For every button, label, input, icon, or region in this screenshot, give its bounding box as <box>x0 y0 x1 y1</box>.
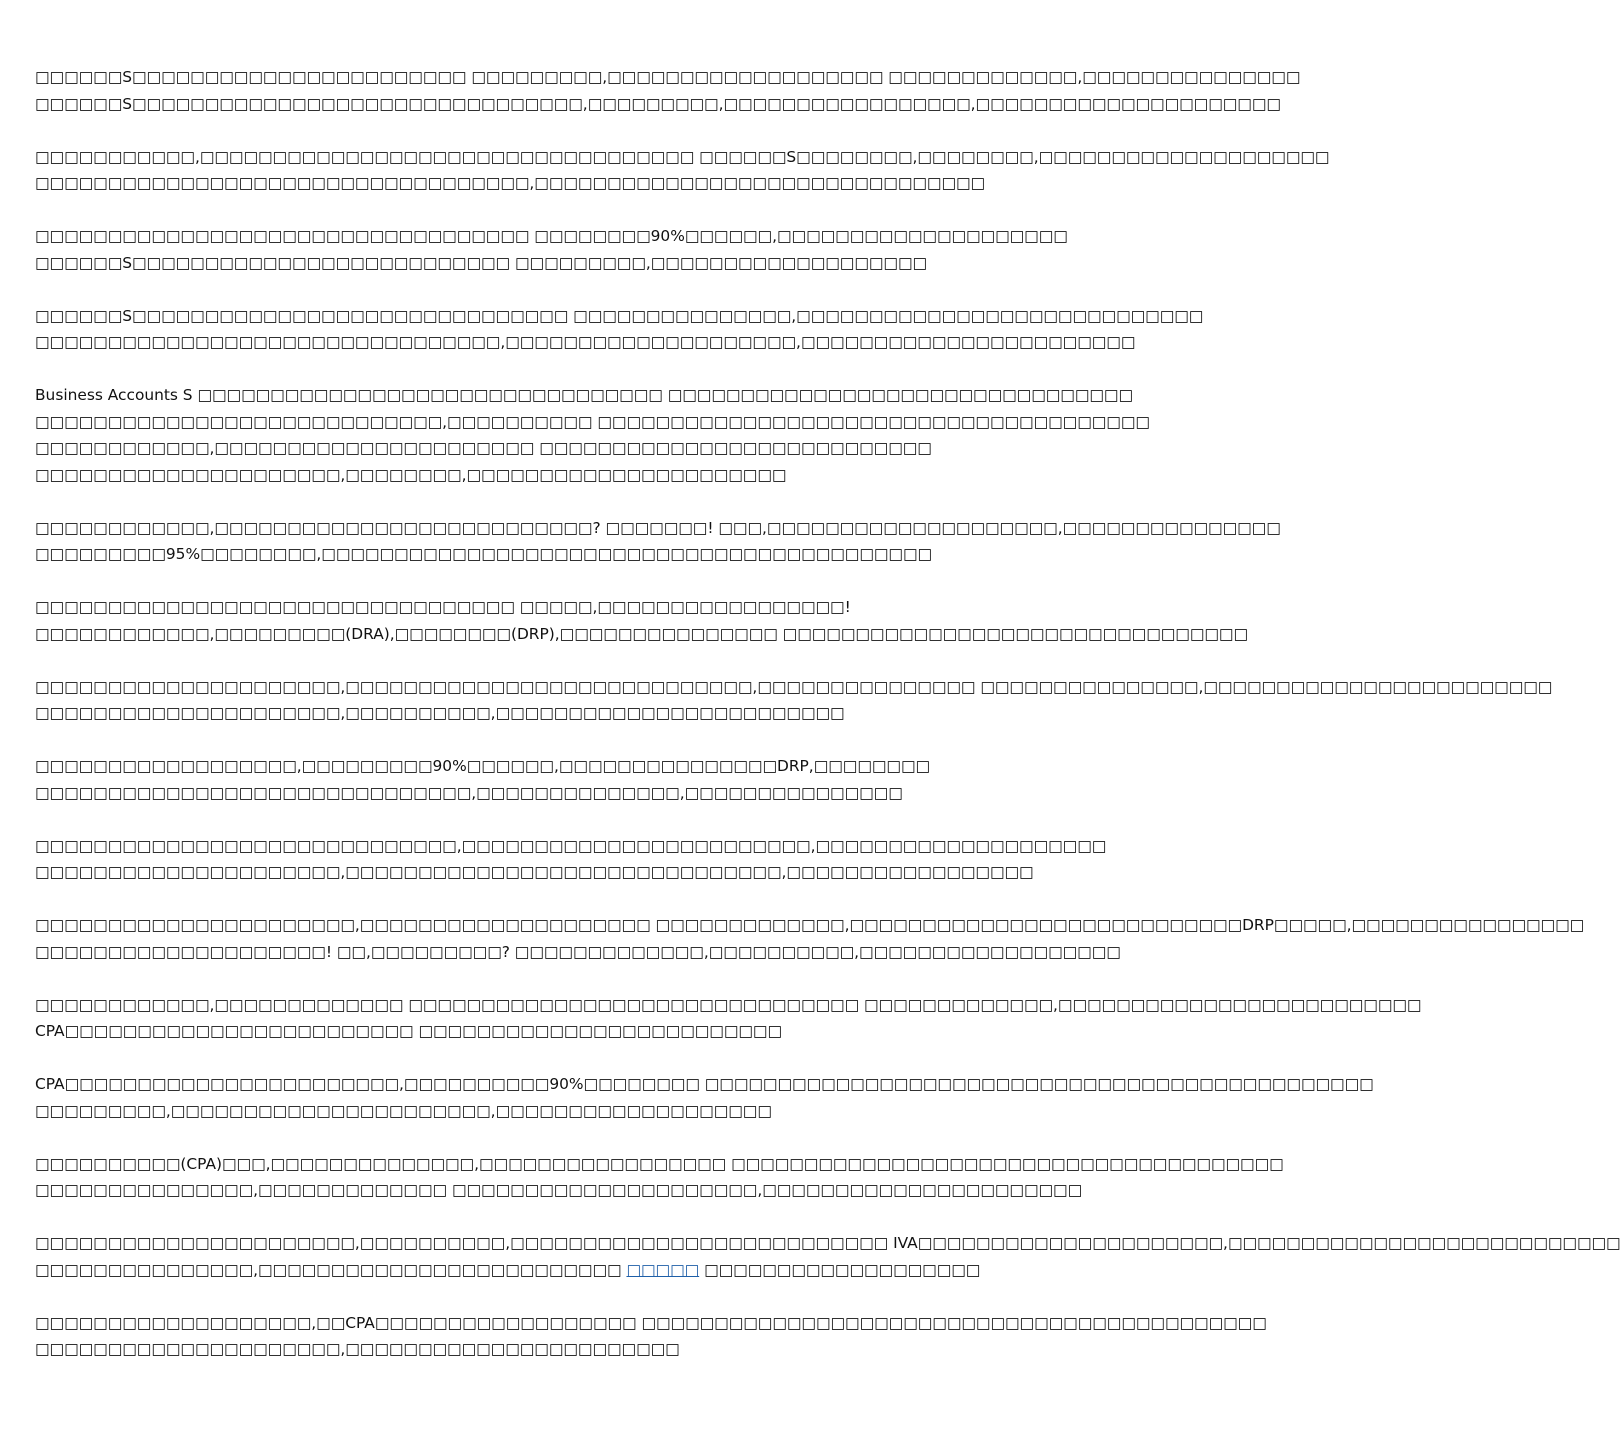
text-line: □□□□□□□□□□□□□□□□□□,□□□□□□□□□90%□□□□□□,□□□□□□□□□□□□□□□DRP,□□□□□□□□ <box>35 757 931 775</box>
paragraph <box>35 594 1249 647</box>
link-line-before: □□□□□□□□□□□□□□□,□□□□□□□□□□□□□□□□□□□□□□□□□ <box>35 1260 627 1279</box>
paragraph <box>35 303 1204 356</box>
text-line: □□□□□□S□□□□□□□□□□□□□□□□□□□□□□□□□□□□□□□,□□□□□□□□□,□□□□□□□□□□□□□□□□□,□□□□□□□□□□□□□□□□□□□□□ <box>35 94 1281 113</box>
text-line: CPA□□□□□□□□□□□□□□□□□□□□□□□□ □□□□□□□□□□□□□□□□□□□□□□□□□ <box>35 1022 782 1040</box>
paragraph <box>35 1151 1284 1204</box>
text-line: □□□□□□□□□□□□□□□□□□□□□□□□□□□□,□□□□□□□□□□ □□□□□□□□□□□□□□□□□□□□□□□□□□□□□□□□□□□□□□ <box>35 412 1150 431</box>
text-line: □□□□□□□□□□□□□□□□□□□□□□,□□□□□□□□□□□□□□□□□□□□ □□□□□□□□□□□□□,□□□□□□□□□□□□□□□□□□□□□□□□□□□DRP□□□□□,□□□□□□□□□□□□□□□□ <box>35 916 1585 934</box>
paragraph <box>35 1230 1621 1283</box>
paragraph <box>35 223 1068 276</box>
text-line: □□□□□□□□□□□□□□□□□□□□□,□□□□□□□□□□□□□□□□□□□□□□□□□□□□,□□□□□□□□□□□□□□□ □□□□□□□□□□□□□□□,□□□□□□□□□□□□□□□□□□□□□□□□ <box>35 677 1553 696</box>
text-line: □□□□□□□□□□□□,□□□□□□□□□(DRA),□□□□□□□□(DRP),□□□□□□□□□□□□□□□ □□□□□□□□□□□□□□□□□□□□□□□□□□□□□□□□ <box>35 624 1249 643</box>
paragraph <box>35 382 1150 488</box>
text-line: □□□□□□□□□□□□□□□□□□□□□□□□□□□□□,□□□□□□□□□□□□□□□□□□□□□□□□,□□□□□□□□□□□□□□□□□□□□ <box>35 836 1107 855</box>
paragraph <box>35 64 1301 117</box>
text-line: □□□□□□□□□□□□□□□,□□□□□□□□□□□□□ □□□□□□□□□□□□□□□□□□□□□,□□□□□□□□□□□□□□□□□□□□□□ <box>35 1181 1083 1199</box>
text-line: Business Accounts S □□□□□□□□□□□□□□□□□□□□□□□□□□□□□□□□ □□□□□□□□□□□□□□□□□□□□□□□□□□□□□□□□ <box>35 386 1134 404</box>
text-line: □□□□□□S□□□□□□□□□□□□□□□□□□□□□□□ □□□□□□□□□,□□□□□□□□□□□□□□□□□□□ □□□□□□□□□□□□□,□□□□□□□□□□□□□□□ <box>35 68 1301 86</box>
paragraph <box>35 992 1422 1045</box>
text-line: □□□□□□□□□□(CPA)□□□,□□□□□□□□□□□□□□,□□□□□□□□□□□□□□□□□ □□□□□□□□□□□□□□□□□□□□□□□□□□□□□□□□□□□□□□ <box>35 1154 1284 1173</box>
text-line-with-link <box>35 1257 995 1284</box>
text-line: □□□□□□□□□□□□□□□□□□□□□□,□□□□□□□□□□,□□□□□□□□□□□□□□□□□□□□□□□□□□ IVA□□□□□□□□□□□□□□□□□□□□□,□□□□□□□□□□□□□□□□□□□□□□□□□□□ <box>35 1234 1621 1252</box>
paragraph <box>35 833 1107 886</box>
text-line: □□□□□□□□□□□□□□□□□□□□! □□,□□□□□□□□□? □□□□□□□□□□□□□,□□□□□□□□□□,□□□□□□□□□□□□□□□□□□ <box>35 942 1121 961</box>
text-line: □□□□□□□□□□□□□□□□□□□□□□□□□□□□□□□□,□□□□□□□□□□□□□□□□□□□□,□□□□□□□□□□□□□□□□□□□□□□□ <box>35 333 1136 351</box>
text-line: □□□□□□□□□□□□□□□□□□□□□□□□□□□□□□□□□□,□□□□□□□□□□□□□□□□□□□□□□□□□□□□□□□ <box>35 174 986 192</box>
text-line: □□□□□□□□□□□□□□□□□□□□□□□□□□□□□□□□□□ □□□□□□□□90%□□□□□□,□□□□□□□□□□□□□□□□□□□□ <box>35 227 1068 245</box>
text-line: □□□□□□□□□□□□□□□□□□□□□,□□□□□□□□□□,□□□□□□□□□□□□□□□□□□□□□□□□ <box>35 704 845 722</box>
paragraph <box>35 674 1553 727</box>
text-line: □□□□□□□□□□□,□□□□□□□□□□□□□□□□□□□□□□□□□□□□□□□□□□ □□□□□□S□□□□□□□□,□□□□□□□□,□□□□□□□□□□□□□□□□□□□□ <box>35 147 1330 166</box>
text-line: □□□□□□□□□□□□□□□□□□□□□,□□□□□□□□,□□□□□□□□□□□□□□□□□□□□□□ <box>35 465 787 484</box>
text-line: □□□□□□□□□□□□,□□□□□□□□□□□□□ □□□□□□□□□□□□□□□□□□□□□□□□□□□□□□□ □□□□□□□□□□□□□,□□□□□□□□□□□□□□□□□□□□□□□□□ <box>35 995 1422 1014</box>
paragraph <box>35 912 1585 965</box>
paragraph <box>35 1310 1267 1363</box>
inline-link[interactable]: □□□□□ <box>626 1260 700 1279</box>
text-line: □□□□□□□□□,□□□□□□□□□□□□□□□□□□□□□□,□□□□□□□□□□□□□□□□□□□ <box>35 1101 772 1120</box>
text-line: CPA□□□□□□□□□□□□□□□□□□□□□□□,□□□□□□□□□□90%□□□□□□□□ □□□□□□□□□□□□□□□□□□□□□□□□□□□□□□□□□□□□□□□□□□□□□□ <box>35 1075 1374 1093</box>
text-line: □□□□□□□□□□□□,□□□□□□□□□□□□□□□□□□□□□□□□□□? □□□□□□□! □□□,□□□□□□□□□□□□□□□□□□□□,□□□□□□□□□□□□□□□ <box>35 518 1281 537</box>
text-line: □□□□□□□□□□□□□□□□□□□□□□□□□□□□□□,□□□□□□□□□□□□□□,□□□□□□□□□□□□□□□ <box>35 783 903 802</box>
link-line-after: □□□□□□□□□□□□□□□□□□□ <box>699 1260 981 1279</box>
text-line: □□□□□□S□□□□□□□□□□□□□□□□□□□□□□□□□□ □□□□□□□□□,□□□□□□□□□□□□□□□□□□□ <box>35 253 928 272</box>
paragraph <box>35 515 1281 568</box>
text-line: □□□□□□□□□95%□□□□□□□□,□□□□□□□□□□□□□□□□□□□□□□□□□□□□□□□□□□□□□□□□□□ <box>35 545 933 563</box>
paragraph <box>35 144 1330 197</box>
text-line: □□□□□□□□□□□□,□□□□□□□□□□□□□□□□□□□□□□ □□□□□□□□□□□□□□□□□□□□□□□□□□□ <box>35 439 932 457</box>
text-line: □□□□□□□□□□□□□□□□□□□□□,□□□□□□□□□□□□□□□□□□□□□□□□□□□□□□,□□□□□□□□□□□□□□□□□ <box>35 863 1034 881</box>
text-line: □□□□□□S□□□□□□□□□□□□□□□□□□□□□□□□□□□□□□ □□□□□□□□□□□□□□□,□□□□□□□□□□□□□□□□□□□□□□□□□□□□ <box>35 306 1204 325</box>
paragraph <box>35 1071 1374 1124</box>
text-line: □□□□□□□□□□□□□□□□□□□□□,□□□□□□□□□□□□□□□□□□□□□□□ <box>35 1340 680 1358</box>
paragraph <box>35 753 995 806</box>
text-line: □□□□□□□□□□□□□□□□□□□,□□CPA□□□□□□□□□□□□□□□□□□ □□□□□□□□□□□□□□□□□□□□□□□□□□□□□□□□□□□□□□□□□□□ <box>35 1313 1267 1332</box>
document-body <box>35 64 1621 1389</box>
text-line: □□□□□□□□□□□□□□□□□□□□□□□□□□□□□□□□□ □□□□□,□□□□□□□□□□□□□□□□□! <box>35 598 851 616</box>
